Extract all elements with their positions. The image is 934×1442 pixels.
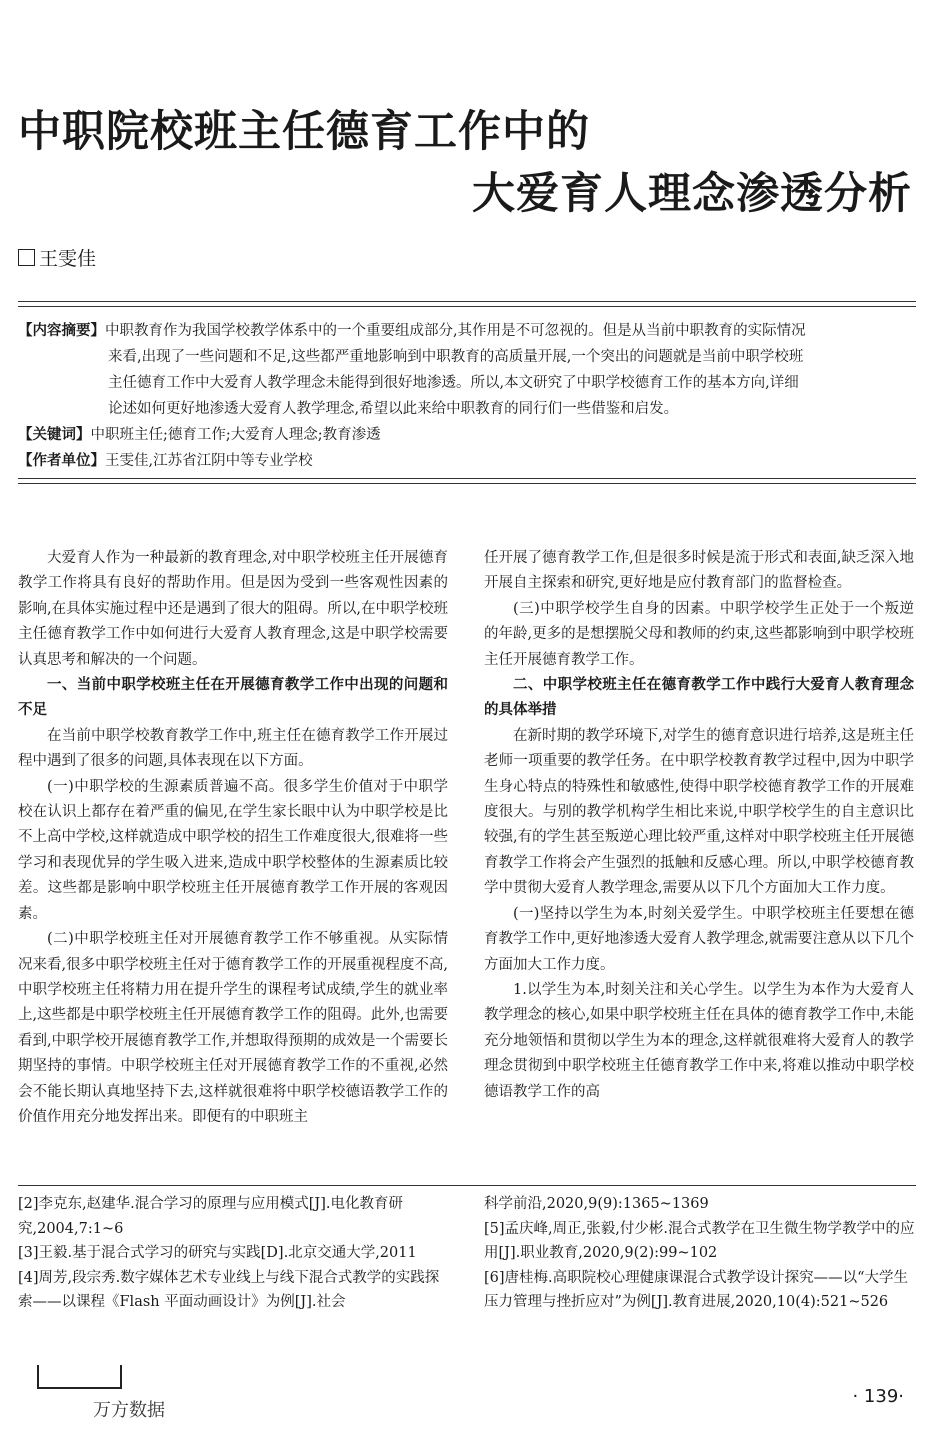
page-number: · 139· xyxy=(852,1386,904,1407)
abstract-rule-top xyxy=(18,478,916,479)
body-paragraph-continued: 任开展了德育教学工作,但是很多时候是流于形式和表面,缺乏深入地开展自主探索和研究,更好地是应付教育部门的监督检查。 xyxy=(484,550,914,592)
reference-item: [6]唐桂梅.高职院校心理健康课混合式教学设计探究——以“大学生压力管理与挫折应对”为例[J].教育进展,2020,10(4):521~526 xyxy=(484,1269,909,1311)
references-right xyxy=(484,1192,916,1315)
keywords-row xyxy=(18,422,916,448)
body-paragraph: (三)中职学校学生自身的因素。中职学校学生正处于一个叛逆的年龄,更多的是想摆脱父母和教师的约束,这些都影响到中职学校班主任开展德育教学工作。 xyxy=(484,600,914,668)
abstract-block xyxy=(18,318,916,474)
section-heading: 二、中职学校班主任在德育教学工作中践行大爱育人教育理念的具体举措 xyxy=(484,677,914,719)
author-line xyxy=(18,244,96,271)
abstract-line: 论述如何更好地渗透大爱育人教学理念,希望以此来给中职教育的同行们一些借鉴和启发。 xyxy=(108,401,679,417)
reference-item: [4]周芳,段宗秀.数字媒体艺术专业线上与线下混合式教学的实践探索——以课程《Flash 平面动画设计》为例[J].社会 xyxy=(18,1269,440,1311)
reference-item: 科学前沿,2020,9(9):1365~1369 xyxy=(484,1196,709,1212)
reference-item: [3]王毅.基于混合式学习的研究与实践[D].北京交通大学,2011 xyxy=(18,1245,417,1262)
keywords-label: 【关键词】 xyxy=(18,427,91,443)
body-paragraph: 大爱育人作为一种最新的教育理念,对中职学校班主任开展德育教学工作将具有良好的帮助作用。但是因为受到一些客观性因素的影响,在具体实施过程中还是遇到了很大的阻碍。所以,在中职学校班主任德育教学工作中如何进行大爱育人教育理念,这是中职学校需要认真思考和解决的一个问题。 xyxy=(18,550,448,668)
abstract-line: 来看,出现了一些问题和不足,这些都严重地影响到中职教育的高质量开展,一个突出的问题就是当前中职学校班 xyxy=(108,349,804,365)
article-title-line2: 大爱育人理念渗透分析 xyxy=(472,169,912,219)
author-name: 王雯佳 xyxy=(39,248,97,270)
body-paragraph: (一)中职学校的生源素质普遍不高。很多学生价值对于中职学校在认识上都存在着严重的偏见,在学生家长眼中认为中职学校是比不上高中学校,这样就造成中职学校的招生工作难度很大,很难将一些学习和表现优异的学生吸入进来,造成中职学校整体的生源素质比较差。这些都是影响中职学校班主任开展德育教学工作开展的客观因素。 xyxy=(18,778,448,922)
body-paragraph: 在新时期的教学环境下,对学生的德育意识进行培养,这是班主任老师一项重要的教学任务。在中职学校教育教学过程中,因为中职学生身心特点的特殊性和敏感性,使得中职学校德育教学工作的开展难度很大。与别的教学机构学生相比来说,中职学校学生的自主意识比较强,有的学生甚至叛逆心理比较严重,这样对中职学校班主任开展德育教学工作将会产生强烈的抵触和反感心理。所以,中职学校德育教学中贯彻大爱育人教学理念,需要从以下几个方面加大工作力度。 xyxy=(484,727,914,897)
affiliation-label: 【作者单位】 xyxy=(18,453,105,469)
body-column-right xyxy=(484,546,914,1105)
abstract-row xyxy=(18,318,916,344)
keywords-text: 中职班主任;德育工作;大爱育人理念;教育渗透 xyxy=(90,427,381,443)
affiliation-text: 王雯佳,江苏省江阴中等专业学校 xyxy=(105,453,313,469)
article-title-line1: 中职院校班主任德育工作中的 xyxy=(18,107,590,157)
reference-item: [2]李克东,赵建华.混合学习的原理与应用模式[J].电化教育研究,2004,7:1~6 xyxy=(18,1196,403,1237)
affiliation-row xyxy=(18,448,916,474)
header-rule-top xyxy=(18,301,916,302)
body-paragraph: (二)中职学校班主任对开展德育教学工作不够重视。从实际情况来看,很多中职学校班主任对于德育教学工作的开展重视程度不高,中职学校班主任将精力用在提升学生的课程考试成绩,学生的就业率上,这些都是中职学校班主任开展德育教学工作的阻碍。此外,也需要看到,中职学校开展德育教学工作,并想取得预期的成效是一个需要长期坚持的事情。中职学校班主任对开展德育教学工作的不重视,必然会不能长期认真地坚持下去,这样就很难将中职学校德语教学工作的价值作用充分地发挥出来。即便有的中职班主 xyxy=(18,931,448,1125)
section-heading: 一、当前中职学校班主任在开展德育教学工作中出现的问题和不足 xyxy=(18,677,448,719)
reference-item: [5]孟庆峰,周正,张毅,付少彬.混合式教学在卫生微生物学教学中的应用[J].职业教育,2020,9(2):99~102 xyxy=(484,1220,915,1262)
body-paragraph: 在当前中职学校教育教学工作中,班主任在德育教学工作开展过程中遇到了很多的问题,具体表现在以下方面。 xyxy=(18,727,448,770)
abstract-line: 中职教育作为我国学校教学体系中的一个重要组成部分,其作用是不可忽视的。但是从当前中职教育的实际情况 xyxy=(105,323,806,339)
body-paragraph: (一)坚持以学生为本,时刻关爱学生。中职学校班主任要想在德育教学工作中,更好地渗透大爱育人教学理念,就需要注意从以下几个方面加大工作力度。 xyxy=(484,905,914,973)
footer-bracket xyxy=(37,1365,122,1389)
watermark-text: 万方数据 xyxy=(93,1400,165,1421)
header-rule-bottom xyxy=(18,306,916,307)
body-paragraph: 1.以学生为本,时刻关注和关心学生。以学生为本作为大爱育人教学理念的核心,如果中职学校班主任在具体的德育教学工作中,未能充分地领悟和贯彻以学生为本的理念,这样就很难将大爱育人的教学理念贯彻到中职学校班主任德育教学工作中来,将难以推动中职学校德语教学工作的高 xyxy=(484,981,914,1100)
body-column-left xyxy=(18,546,448,1130)
abstract-label: 【内容摘要】 xyxy=(18,323,105,339)
references-left xyxy=(18,1192,450,1315)
abstract-rule-bottom xyxy=(18,483,916,484)
abstract-line: 主任德育工作中大爱育人教学理念未能得到很好地渗透。所以,本文研究了中职学校德育工作的基本方向,详细 xyxy=(108,375,799,391)
square-icon xyxy=(18,249,35,266)
references-rule xyxy=(18,1185,916,1186)
